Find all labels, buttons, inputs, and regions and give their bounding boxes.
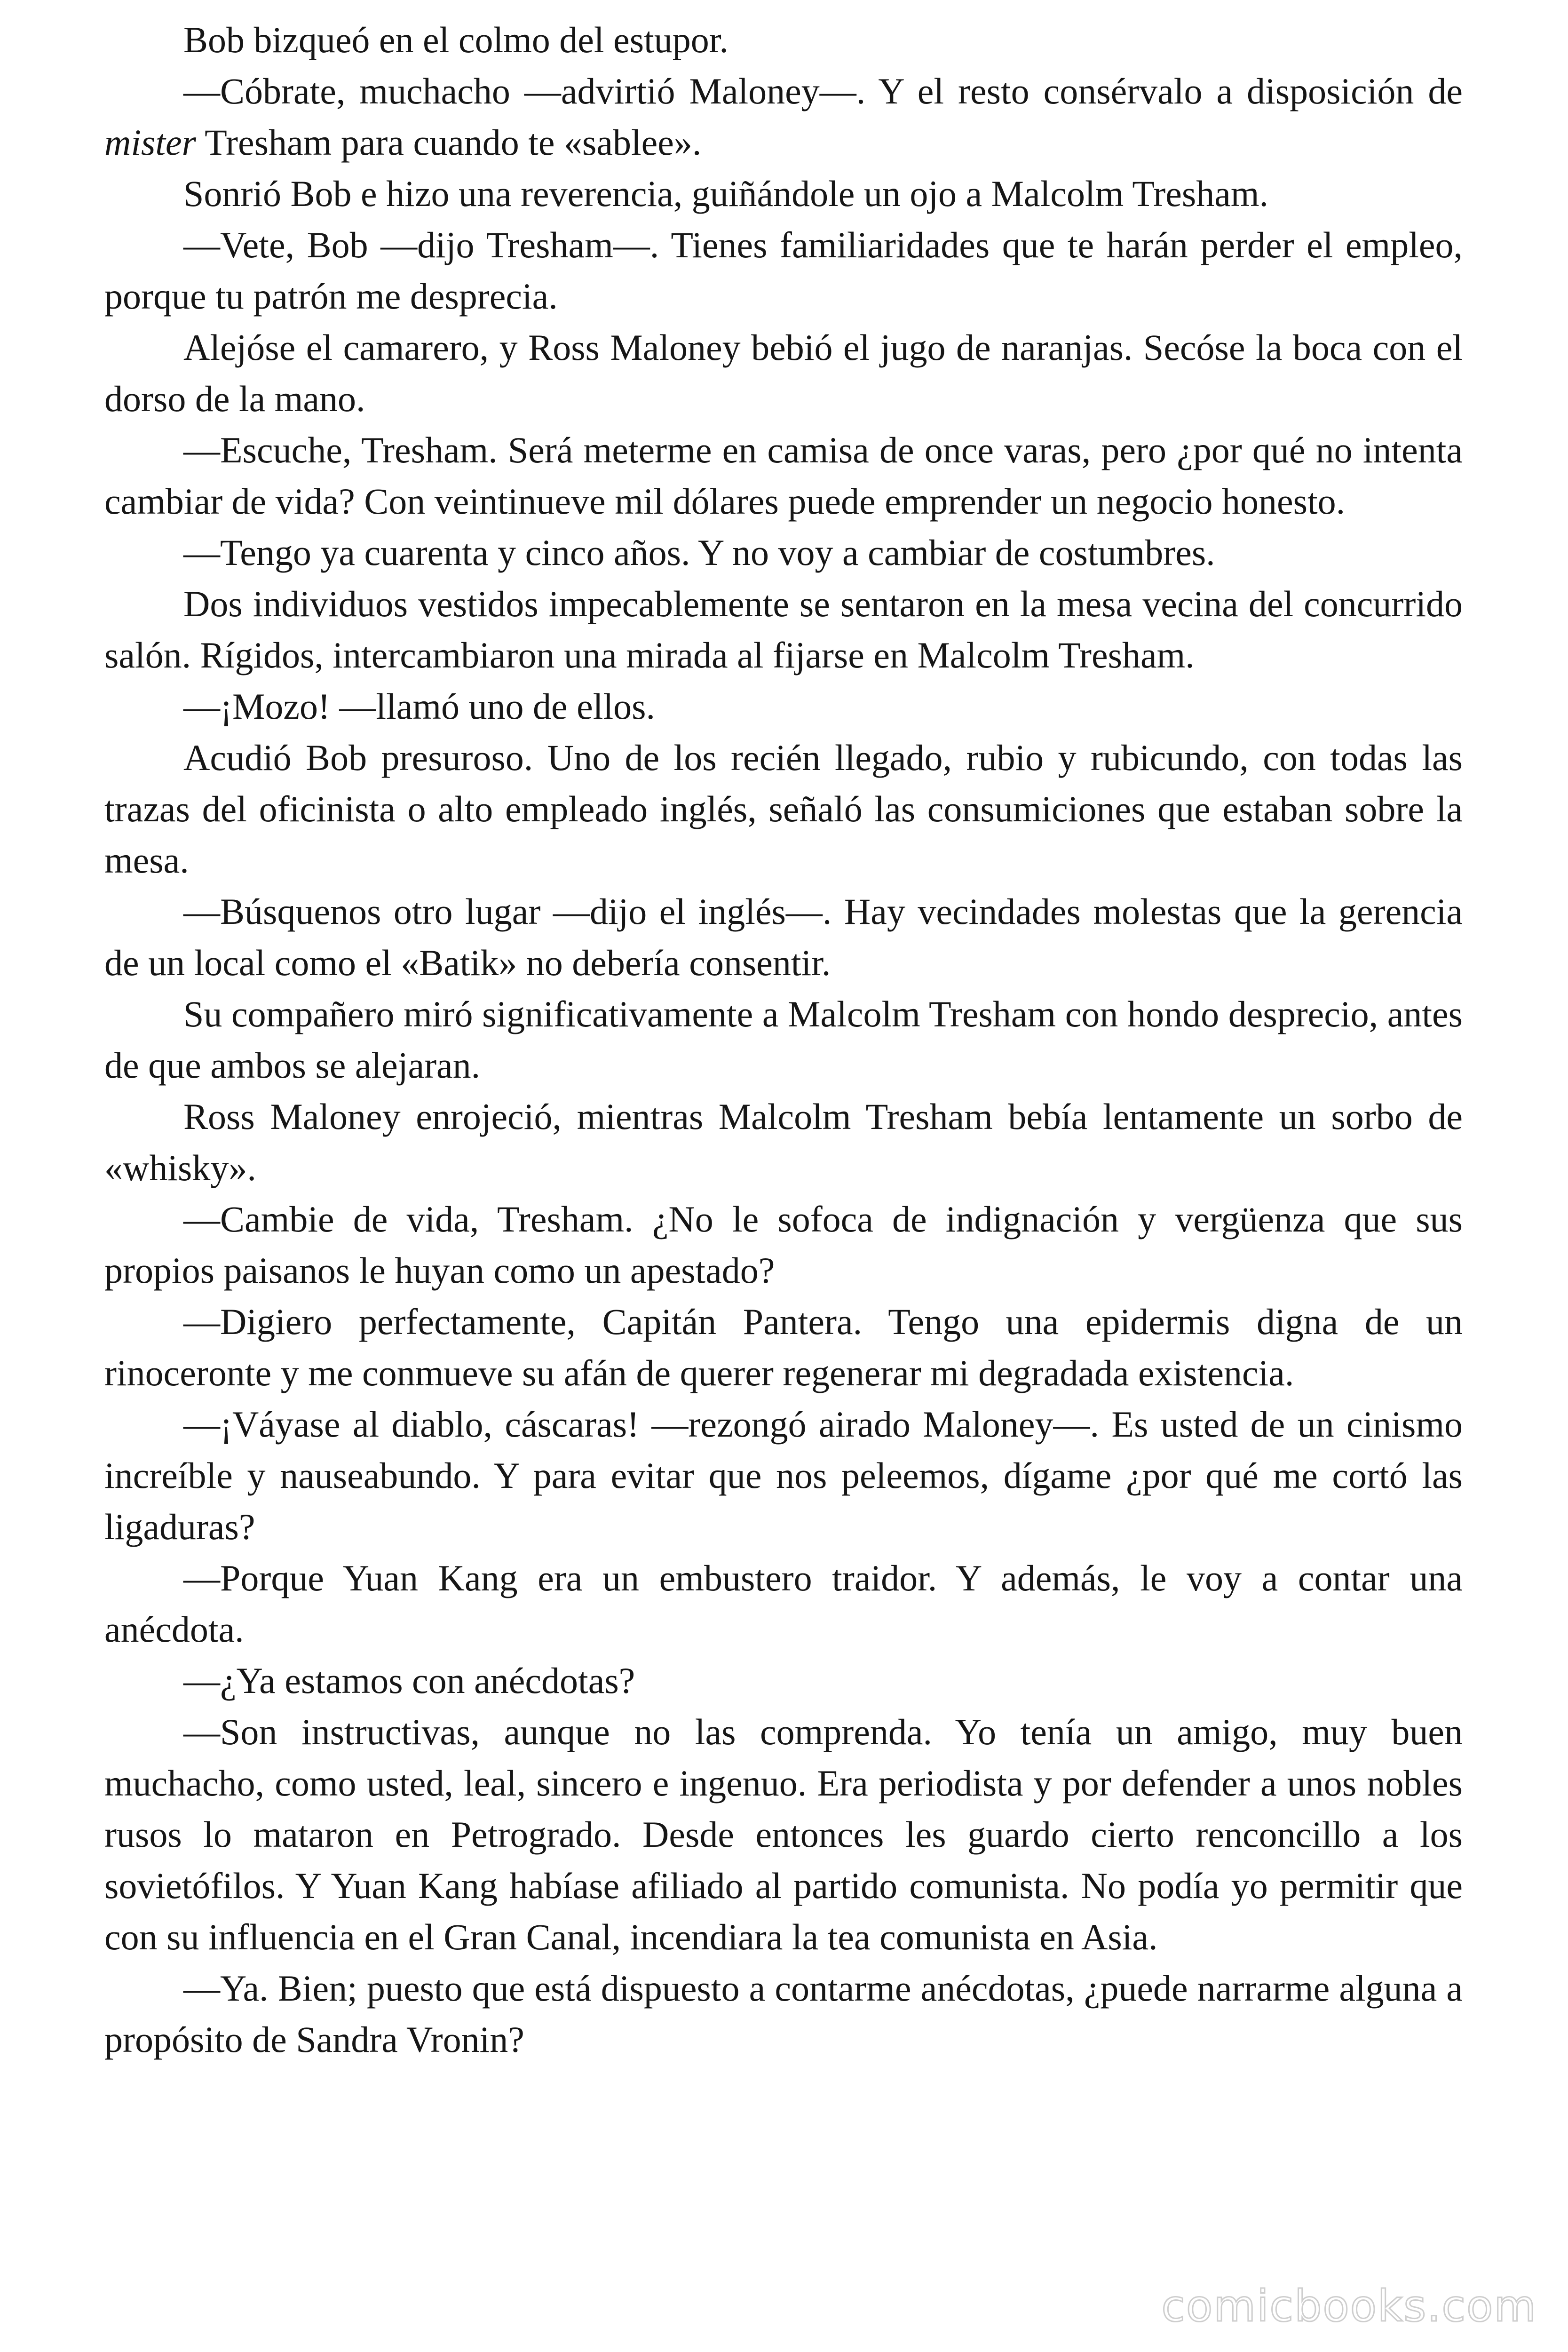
paragraph: —Tengo ya cuarenta y cinco años. Y no voy a cambiar de costumbres. bbox=[183, 532, 1215, 573]
italic-word: mister bbox=[104, 122, 196, 163]
paragraph: —Escuche, Tresham. Será meterme en camisa de once varas, pero ¿por qué no intenta cambiar de vida? Con veintinueve mil dólares puede emprender un negocio honesto. bbox=[104, 429, 1463, 522]
paragraph: —¡Mozo! —llamó uno de ellos. bbox=[183, 686, 655, 727]
paragraph: —Son instructivas, aunque no las comprenda. Yo tenía un amigo, muy buen muchacho, como usted, leal, sincero e ingenuo. Era periodista y por defender a unos nobles rusos lo mataron en Petrogrado. Desde entonces les guardo cierto renconcillo a los sovietófilos. Y Yuan Kang habíase afiliado al partido comunista. No podía yo permitir que con su influencia en el Gran Canal, incendiara la tea comunista en Asia. bbox=[104, 1711, 1463, 1957]
paragraph bbox=[104, 65, 1463, 168]
paragraph: —Ya. Bien; puesto que está dispuesto a contarme anécdotas, ¿puede narrarme alguna a propósito de Sandra Vronin? bbox=[104, 1968, 1463, 2060]
paragraph: Dos individuos vestidos impecablemente se sentaron en la mesa vecina del concurrido salón. Rígidos, intercambiaron una mirada al fijarse en Malcolm Tresham. bbox=[104, 583, 1463, 675]
paragraph: —¿Ya estamos con anécdotas? bbox=[183, 1660, 635, 1701]
paragraph: —Búsquenos otro lugar —dijo el inglés—. Hay vecindades molestas que la gerencia de un local como el «Batik» no debería consentir. bbox=[104, 891, 1463, 983]
paragraph-text: —Cóbrate, muchacho —advirtió Maloney—. Y el resto consérvalo a disposición de bbox=[183, 71, 1463, 111]
paragraph: —¡Váyase al diablo, cáscaras! —rezongó airado Maloney—. Es usted de un cinismo increíble y nauseabundo. Y para evitar que nos peleemos, dígame ¿por qué me cortó las ligaduras? bbox=[104, 1404, 1463, 1547]
page-text bbox=[104, 14, 1463, 2065]
paragraph: Su compañero miró significativamente a Malcolm Tresham con hondo desprecio, antes de que ambos se alejaran. bbox=[104, 993, 1463, 1086]
paragraph: Acudió Bob presuroso. Uno de los recién llegado, rubio y rubicundo, con todas las trazas del oficinista o alto empleado inglés, señaló las consumiciones que estaban sobre la mesa. bbox=[104, 737, 1463, 881]
paragraph: —Digiero perfectamente, Capitán Pantera. Tengo una epidermis digna de un rinoceronte y me conmueve su afán de querer regenerar mi degradada existencia. bbox=[104, 1301, 1463, 1393]
paragraph-text: Tresham para cuando te «sablee». bbox=[196, 122, 702, 163]
paragraph: Bob bizqueó en el colmo del estupor. bbox=[183, 19, 729, 60]
paragraph: —Vete, Bob —dijo Tresham—. Tienes familiaridades que te harán perder el empleo, porque tu patrón me desprecia. bbox=[104, 224, 1463, 317]
watermark: comicbooks.com bbox=[1161, 2281, 1537, 2331]
paragraph: —Cambie de vida, Tresham. ¿No le sofoca de indignación y vergüenza que sus propios paisanos le huyan como un apestado? bbox=[104, 1199, 1463, 1291]
paragraph: —Porque Yuan Kang era un embustero traidor. Y además, le voy a contar una anécdota. bbox=[104, 1557, 1463, 1650]
paragraph: Alejóse el camarero, y Ross Maloney bebió el jugo de naranjas. Secóse la boca con el dorso de la mano. bbox=[104, 327, 1463, 419]
paragraph: Ross Maloney enrojeció, mientras Malcolm Tresham bebía lentamente un sorbo de «whisky». bbox=[104, 1096, 1463, 1188]
paragraph: Sonrió Bob e hizo una reverencia, guiñándole un ojo a Malcolm Tresham. bbox=[183, 173, 1269, 214]
